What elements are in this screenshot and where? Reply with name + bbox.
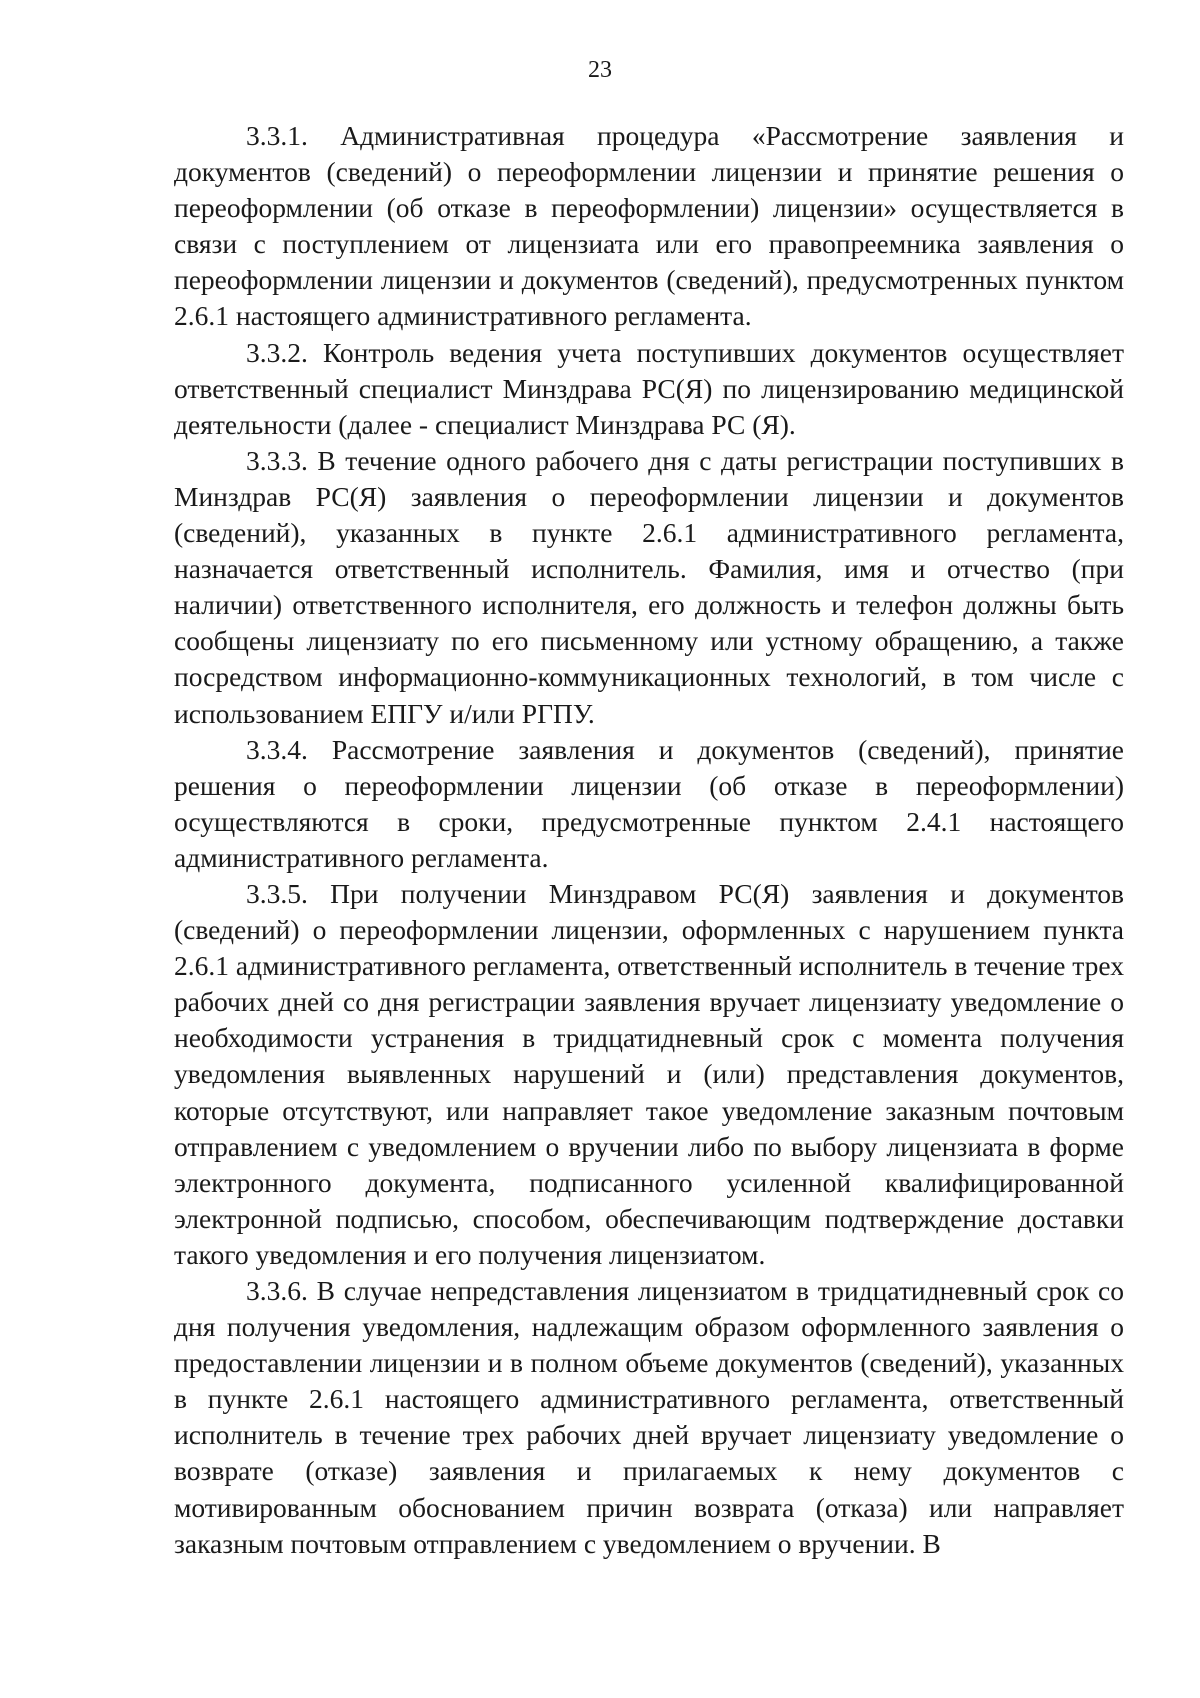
- page-number: 23: [588, 57, 612, 83]
- paragraph-3-3-3: 3.3.3. В течение одного рабочего дня с даты регистрации поступивших в Минздрав РС(Я) заявления о переоформлении лицензии и документов (сведений), указанных в пункте 2.6.1 административного регламента, назначается ответственный исполнитель. Фамилия, имя и отчество (при наличии) ответственного исполнителя, его должность и телефон должны быть сообщены лицензиату по его письменному или устному обращению, а также посредством информационно-коммуникационных технологий, в том числе с использованием ЕПГУ и/или РГПУ.: [174, 444, 1124, 729]
- paragraph-3-3-5: 3.3.5. При получении Минздравом РС(Я) заявления и документов (сведений) о переоформлении лицензии, оформленных с нарушением пункта 2.6.1 административного регламента, ответственный исполнитель в течение трех рабочих дней со дня регистрации заявления вручает лицензиату уведомление о необходимости устранения в тридцатидневный срок с момента получения уведомления выявленных нарушений и (или) представления документов, которые отсутствуют, или направляет такое уведомление заказным почтовым отправлением с уведомлением о вручении либо по выбору лицензиата в форме электронного документа, подписанного усиленной квалифицированной электронной подписью, способом, обеспечивающим подтверждение доставки такого уведомления и его получения лицензиатом.: [174, 877, 1124, 1270]
- paragraph-3-3-1: 3.3.1. Административная процедура «Рассмотрение заявления и документов (сведений) о переоформлении лицензии и принятие решения о переоформлении (об отказе в переоформлении) лицензии» осуществляется в связи с поступлением от лицензиата или его правопреемника заявления о переоформлении лицензии и документов (сведений), предусмотренных пунктом 2.6.1 настоящего административного регламента.: [174, 120, 1124, 332]
- document-body: [174, 118, 1124, 1562]
- paragraph-3-3-6: 3.3.6. В случае непредставления лицензиатом в тридцатидневный срок со дня получения уведомления, надлежащим образом оформленного заявления о предоставлении лицензии и в полном объеме документов (сведений), указанных в пункте 2.6.1 настоящего административного регламента, ответственный исполнитель в течение трех рабочих дней вручает лицензиату уведомление о возврате (отказе) заявления и прилагаемых к нему документов с мотивированным обоснованием причин возврата (отказа) или направляет заказным почтовым отправлением с уведомлением о вручении. В: [174, 1275, 1124, 1559]
- paragraph-3-3-4: 3.3.4. Рассмотрение заявления и документов (сведений), принятие решения о переоформлении лицензии (об отказе в переоформлении) осуществляются в сроки, предусмотренные пунктом 2.4.1 настоящего административного регламента.: [174, 733, 1124, 873]
- paragraph-3-3-2: 3.3.2. Контроль ведения учета поступивших документов осуществляет ответственный специалист Минздрава РС(Я) по лицензированию медицинской деятельности (далее - специалист Минздрава РС (Я).: [174, 336, 1124, 440]
